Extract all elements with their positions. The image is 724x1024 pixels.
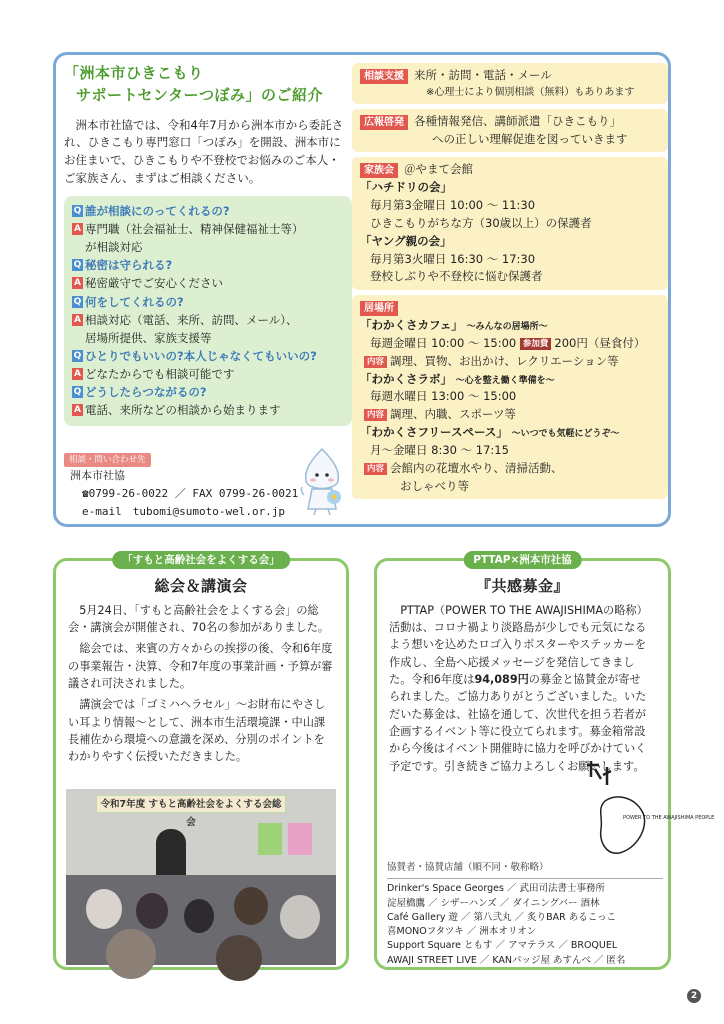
a-icon: A (72, 223, 83, 235)
family-box: 家族会 ＠やまて会館 「ハチドリの会」 毎月第3金曜日 10:00 ～ 11:30 ひきこもりがちな方（30歳以上）の保護者 「ヤング親の会」 毎月第3火曜日 16:30 ～ 17:30 登校しぶりや不登校に悩む保護者 (352, 157, 668, 290)
sponsor-list (387, 861, 663, 968)
meeting-photo (66, 789, 336, 965)
senior-society-card (53, 554, 349, 970)
photo-banner: 令和7年度 すもと高齢社会をよくする会総会 (96, 795, 286, 813)
list-item: Support Square ともす ／ アマテラス ／ BROQUEL (387, 940, 618, 952)
q-icon: Q (73, 387, 82, 398)
ibasho-tag: 居場所 (360, 301, 398, 316)
contact-phone: ☎0799-26-0022 ／ FAX 0799-26-0021 (82, 486, 299, 500)
support-tag: 相談支援 (360, 69, 408, 84)
family-tag: 家族会 (360, 163, 398, 178)
q-icon: Q (73, 205, 82, 216)
q-icon: Q (73, 260, 82, 271)
contact-org: 洲本市社協 (70, 469, 125, 482)
tsubomi-title: 「洲本市ひきこもり サポートセンターつぼみ」のご紹介 (64, 64, 323, 104)
awareness-tag: 広報啓発 (360, 115, 408, 130)
pttap-card (374, 554, 715, 970)
card-label: 「すもと高齢社会をよくする会」 (112, 551, 290, 569)
tsubomi-panel (53, 52, 671, 527)
a-icon: A (72, 277, 83, 289)
sponsor-heading: 協賛者・協賛店舗（順不同・敬称略） (387, 861, 663, 879)
content-chip: 内容 (364, 463, 387, 475)
qa-item: Q ひとりでもいいの?本人じゃなくてもいいの? A どなたからでも相談可能です (73, 349, 317, 382)
tsubomi-intro-text: 洲本市社協では、令和4年7月から洲本市から委託され、ひきこもり専門窓口「つぼみ」を開設、洲本市にお住まいで、ひきこもりや不登校でお悩みのご本人・ご家族さん、まずはご相談ください。 (64, 117, 344, 185)
tsubomi-intro-column (64, 63, 346, 426)
content-chip: 内容 (364, 409, 387, 421)
list-item: 淀屋橋鷹 ／ シザーハンズ ／ ダイニングバー 酒林 (387, 897, 600, 909)
svg-text:POWER TO THE AWAJISHIMA PEOPLE: POWER TO THE AWAJISHIMA PEOPLE (623, 815, 715, 821)
pttap-text: PTTAP（POWER TO THE AWAJISHIMAの略称）活動は、コロナ禍より淡路島が少しでも元気になるよう想いを込めたロゴ入りポスターやステッカーを作成し、全島へ応援メッセージを発信してきました。令和6年度は94,089円の募金と協賛金が寄せられました。ご協力ありがとうございました。いただいた募金は、社協を通して、次世代を担う若者が企画するイベント等に役立てられます。募金箱常設から今後はイベント開催時に協力を呼びかけていく予定です。引き続きご協力よろしくお願いします。 (389, 603, 647, 773)
qa-item: Q 誰が相談にのってくれるの? A 専門職（社会福祉士、精神保健福祉士等） が相談対応 (73, 203, 304, 255)
ibasho-box: 居場所 「わかくさカフェ」 ～みんなの居場所～ 毎週金曜日 10:00 ～ 15:00 参加費 200円（昼食付） 内容 調理、買物、お出かけ、レクリエーション等 「わかくさラボ」 ～心を整え働く準備を～ 毎週水曜日 13:00 ～ 15:00 内容 調理、内職、スポーツ等 「わかくさフリースペース」 ～いつでも気軽にどうぞ～ 月～金曜日 8:30 ～ 17:15 内容 会館内の花壇水やり、清掃活動、 おしゃべり等 (352, 295, 668, 499)
qa-box (64, 196, 352, 426)
card-paragraph: 総会では、来賓の方々からの挨拶の後、令和6年度の事業報告・決算、令和7年度の事業計画・予算が審議され可決されました。 (68, 642, 333, 690)
pttap-logo-icon (577, 757, 715, 861)
q-icon: Q (73, 351, 82, 361)
fee-chip: 参加費 (520, 338, 552, 350)
list-item: 喜MONOフタツキ ／ 洲本オリオン (387, 926, 537, 937)
content-chip: 内容 (364, 356, 387, 368)
contact-email: e-mail tubomi@sumoto-wel.or.jp (82, 504, 286, 518)
list-item: Drinker's Space Georges ／ 武田司法書士事務所 (387, 883, 605, 895)
qa-item: Q どうしたらつながるの? A 電話、来所などの相談から始まります (73, 385, 281, 418)
card-label: PTTAP×洲本市社協 (463, 551, 582, 569)
a-icon: A (72, 368, 83, 380)
tsubomi-services-column (352, 63, 668, 504)
qa-item: Q 何をしてくれるの? A 相談対応（電話、来所、訪問、メール）、 居場所提供、家族支援等 (73, 294, 298, 345)
q-icon: Q (73, 296, 82, 307)
contact-tag: 相談・問い合わせ先 (64, 453, 151, 467)
list-item: Café Gallery 遊 ／ 第八弐丸 ／ 炙りBAR あるこっこ (387, 911, 617, 923)
card-title: 総会＆講演会 (154, 577, 248, 595)
support-box: 相談支援 来所・訪問・電話・メール ※心理士により個別相談（無料）もありあます (352, 63, 668, 104)
qa-item: Q 秘密は守られる? A 秘密厳守でご安心ください (73, 258, 223, 291)
awareness-box: 広報啓発 各種情報発信、講師派遣「ひきこもり」 への正しい理解促進を図っていきます (352, 109, 668, 153)
a-icon: A (72, 314, 83, 326)
page-number: 2 (687, 989, 701, 1003)
a-icon: A (72, 404, 83, 416)
card-paragraph: 講演会では「ゴミハヘラセル」～お財布にやさしい耳より情報～として、洲本市生活環境課・中山課長補佐から環境への意識を深め、分別のポイントをわかりやすく伝授いただきました。 (68, 698, 326, 764)
card-paragraph: 5月24日、「すもと高齢社会をよくする会」の総会・講演会が開催され、70名の参加がありました。 (68, 603, 330, 634)
card-title: 『共感募金』 (475, 577, 569, 595)
list-item: AWAJI STREET LIVE ／ KANパッジ屋 あすんべ ／ 匿名 (387, 954, 626, 966)
tsubomi-mascot-icon (296, 445, 348, 517)
